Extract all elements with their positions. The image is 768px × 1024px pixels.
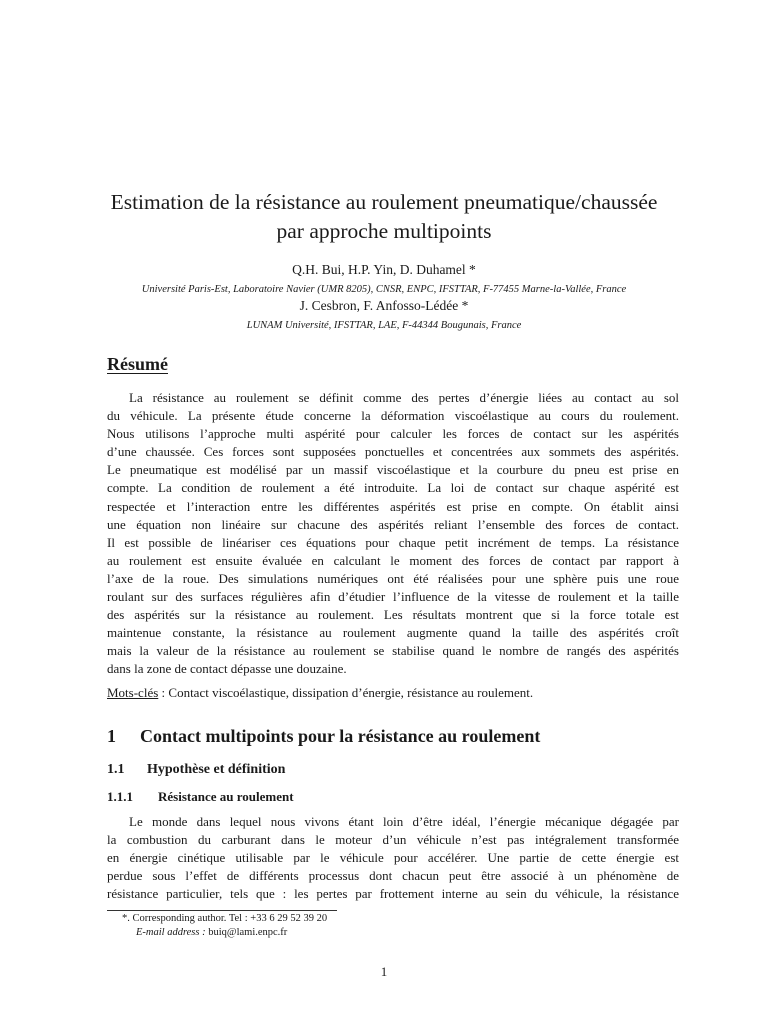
body-line: en énergie cinétique utilisable par le véhicule pour accélérer. Une partie de cette énergie est xyxy=(107,850,679,866)
abstract-line: maintenue constante, la résistance au roulement augmente quand la taille des aspérités croît xyxy=(107,625,679,641)
author-affiliation-1: Université Paris-Est, Laboratoire Navier (UMR 8205), CNSR, ENPC, IFSTTAR, F-77455 Marne-la-Vallée, France xyxy=(141,284,627,295)
subsubsection-number: 1.1.1 xyxy=(107,789,133,804)
abstract-line: Il est possible de linéariser ces équations pour chaque petit incrément de temps. La résistance xyxy=(107,534,679,550)
subsection-heading xyxy=(107,762,285,778)
abstract-line: au roulement est ensuite évaluée en calculant le moment des forces de contact par rapport à xyxy=(107,552,679,568)
keywords-label: Mots-clés xyxy=(107,685,159,700)
abstract-line: mais la valeur de la résistance au roulement se stabilise quand le nombre de rangés des aspérités xyxy=(107,643,679,659)
abstract-line: Nous utilisons l’approche multi aspérité pour calculer les forces de contact sur les aspérités xyxy=(107,426,679,442)
footnote-rule xyxy=(107,910,337,911)
abstract-line: compte. La condition de roulement a été introduite. La loi de contact sur chaque aspérité est xyxy=(107,480,679,496)
section-number: 1 xyxy=(107,726,116,746)
author-names-1: Q.H. Bui, H.P. Yin, D. Duhamel * xyxy=(292,262,476,277)
body-line: Le monde dans lequel nous vivons étant loin d’être idéal, l’énergie mécanique dégagée par xyxy=(129,814,679,829)
subsubsection-heading xyxy=(107,789,294,805)
keywords-text: : Contact viscoélastique, dissipation d’énergie, résistance au roulement. xyxy=(158,685,534,700)
abstract-body xyxy=(107,389,679,679)
abstract-line: du véhicule. La présente étude concerne la déformation viscoélastique au cours du roulement. xyxy=(107,408,679,424)
subsubsection-title: Résistance au roulement xyxy=(158,789,294,804)
abstract-line: Le pneumatique est modélisé par un massif viscoélastique et la courbure du pneu est prise en xyxy=(107,462,679,478)
footnote-contact: *. Corresponding author. Tel : +33 6 29 52 39 20 xyxy=(122,913,328,924)
footnote xyxy=(122,912,327,940)
abstract-line: La résistance au roulement se définit comme des pertes d’énergie liées au contact au sol xyxy=(129,390,679,405)
abstract-line: l’axe de la roue. Des simulations numériques ont été réalisées pour une sphère puis une roue xyxy=(107,570,679,586)
section-title: Contact multipoints pour la résistance au roulement xyxy=(140,726,541,746)
abstract-line: dans la zone de contact dépasse une douzaine. xyxy=(107,661,347,677)
title-line-2: par approche multipoints xyxy=(276,219,492,243)
body-line: la combustion du carburant dans le moteur d’un véhicule n’est pas intégralement transformée xyxy=(107,832,679,848)
body-line: perdue sous l’effet de différents processus dont chacun peut être associé à un phénomène de xyxy=(107,868,679,884)
footnote-email-label: E-mail address : xyxy=(136,927,206,938)
abstract-line: d’une chaussée. Ces forces sont supposées ponctuelles et concentrées aux sommets des aspérités. xyxy=(107,444,679,460)
footnote-email: buiq@lami.enpc.fr xyxy=(205,927,288,938)
footnote-email-line xyxy=(122,926,327,940)
page-number: 1 xyxy=(380,964,388,979)
abstract-line: respectée et l’interaction entre les différentes aspérités est prise en compte. On établit ainsi xyxy=(107,498,679,514)
keywords xyxy=(107,685,533,701)
author-names-2: J. Cesbron, F. Anfosso-Lédée * xyxy=(299,298,469,313)
subsection-number: 1.1 xyxy=(107,762,125,777)
section-heading xyxy=(107,726,540,747)
abstract-line: des aspérités sur la résistance au roulement. Les résultats montrent que si la force totale est xyxy=(107,607,679,623)
abstract-line: une équation non linéaire sur chacune des aspérités reliant l’ensemble des forces de contact. xyxy=(107,516,679,532)
paper-title xyxy=(60,188,708,246)
body-paragraph xyxy=(107,813,679,903)
abstract-line: roulant sur des surfaces régulières afin d’étudier l’influence de la vitesse de roulement et la taille xyxy=(107,589,679,605)
abstract-heading: Résumé xyxy=(107,354,168,374)
author-affiliation-2: LUNAM Université, IFSTTAR, LAE, F-44344 Bougunais, France xyxy=(246,320,522,331)
body-line: résistance particulier, tels que : les pertes par frottement interne au sein du véhicule, la résistance xyxy=(107,886,679,902)
subsection-title: Hypothèse et définition xyxy=(147,762,286,777)
title-line-1: Estimation de la résistance au roulement pneumatique/chaussée xyxy=(110,190,658,214)
